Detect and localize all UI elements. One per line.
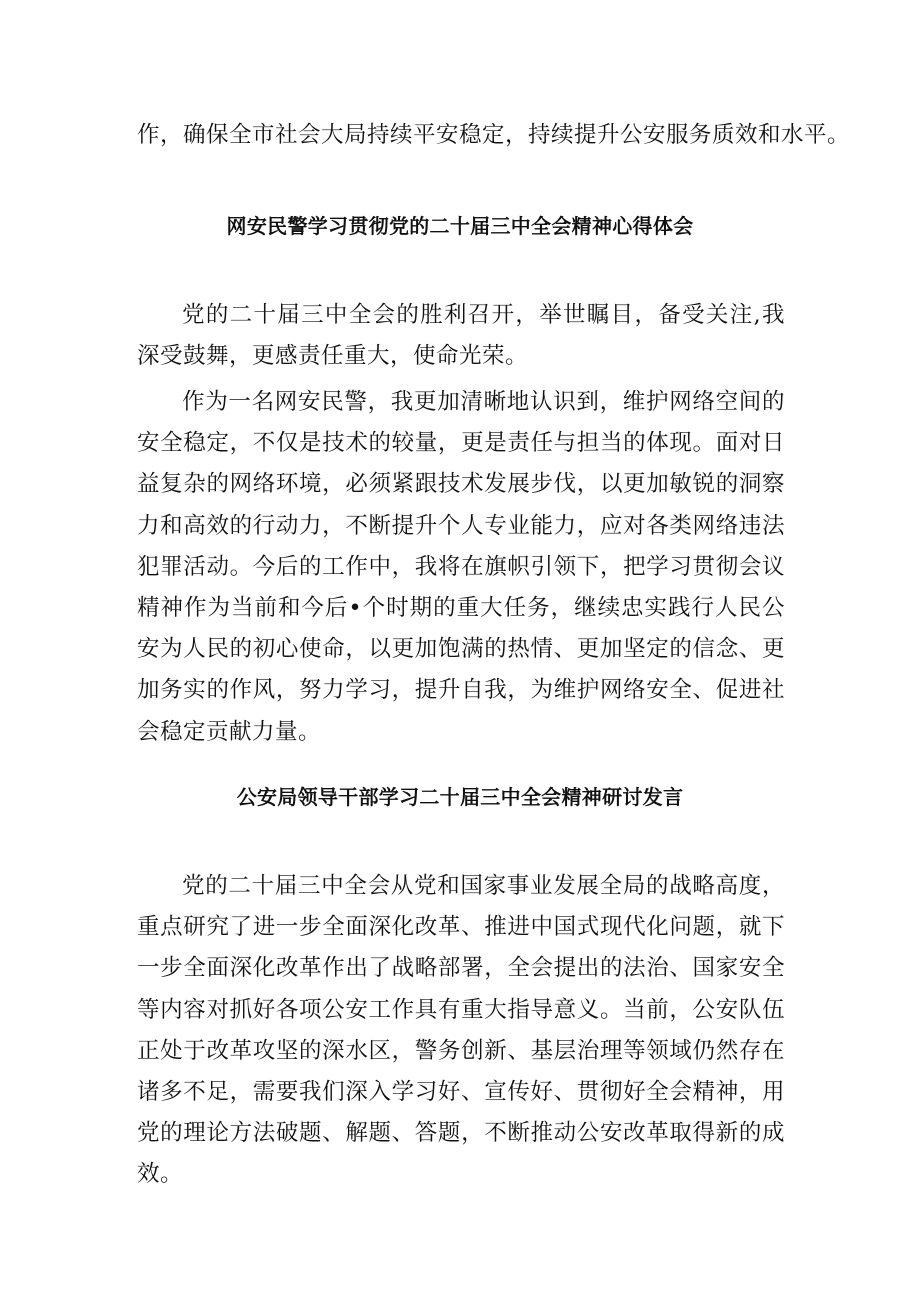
paragraph-2: 作为一名网安民警，我更加清晰地认识到，维护网络空间的安全稳定，不仅是技术的较量，更是责任与担当的体现。面对日益复杂的网络环境，必须紧跟技术发展步伐，以更加敏锐的洞察力和高效的行动力，不断提升个人专业能力，应对各类网络违法犯罪活动。今后的工作中，我将在旗帜引领下，把学习贯彻会议精神作为当前和今后•个时期的重大任务，继续忠实践行人民公安为人民的初心使命，以更加饱满的热情、更加坚定的信念、更加务实的作风，努力学习，提升自我，为维护网络安全、促进社会稳定贡献力量。 <box>137 389 785 745</box>
paragraph-3: 党的二十届三中全会从党和国家事业发展全局的战略高度，重点研究了进一步全面深化改革、推进中国式现代化问题，就下一步全面深化改革作出了战略部署，全会提出的法治、国家安全等内容对抓好各项公安工作具有重大指导意义。当前，公安队伍正处于改革攻坚的深水区，警务创新、基层治理等领域仍然存在诸多不足，需要我们深入学习好、宣传好、贯彻好全会精神，用党的理论方法破题、解题、答题，不断推动公安改革取得新的成效。 <box>137 873 785 1188</box>
paragraph-1: 党的二十届三中全会的胜利召开，举世瞩目，备受关注,我深受鼓舞，更感责任重大，使命光荣。 <box>137 302 785 370</box>
section-title-leader-speech: 公安局领导干部学习二十届三中全会精神研讨发言 <box>236 785 684 809</box>
continuation-text: 作，确保全市社会大局持续平安稳定，持续提升公安服务质效和水平。 <box>137 122 851 148</box>
section-title-cyber-police: 网安民警学习贯彻党的二十届三中全会精神心得体会 <box>226 214 694 238</box>
